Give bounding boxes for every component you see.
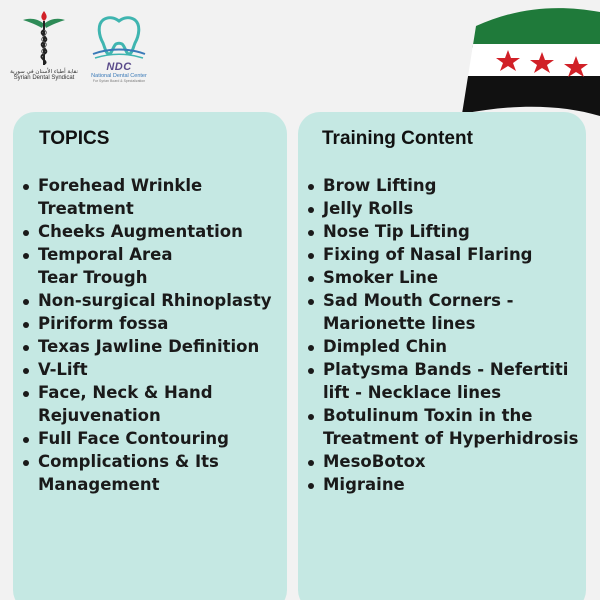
syndicate-arabic-name: نقابة أطباء الأسنان في سورية — [10, 69, 78, 75]
syrian-dental-syndicate-logo — [8, 10, 80, 94]
training-content-list — [307, 174, 587, 496]
list-item: Sad Mouth Corners - Marionette lines — [307, 289, 587, 335]
list-item: Nose Tip Lifting — [307, 220, 587, 243]
caduceus-icon — [21, 10, 67, 68]
topics-list — [22, 174, 284, 496]
list-item: Full Face Contouring — [22, 427, 284, 450]
list-item: MesoBotox — [307, 450, 587, 473]
list-item: Temporal Area Tear Trough — [22, 243, 284, 289]
topics-title: TOPICS — [39, 128, 110, 149]
list-item: Face, Neck & Hand Rejuvenation — [22, 381, 284, 427]
list-item: Migraine — [307, 473, 587, 496]
list-item: Complications & Its Management — [22, 450, 284, 496]
topics-panel — [13, 112, 287, 600]
list-item: V-Lift — [22, 358, 284, 381]
list-item: Platysma Bands - Nefertiti lift - Necklace lines — [307, 358, 587, 404]
list-item: Botulinum Toxin in the Treatment of Hyperhidrosis — [307, 404, 587, 450]
ndc-abbreviation: NDC — [106, 61, 132, 73]
list-item: Dimpled Chin — [307, 335, 587, 358]
list-item: Piriform fossa — [22, 312, 284, 335]
syndicate-english-name: Syrian Dental Syndicat — [13, 75, 75, 81]
tooth-icon — [91, 14, 147, 60]
ndc-subtitle: For Syrian Board & Specialization — [92, 79, 146, 83]
list-item: Cheeks Augmentation — [22, 220, 284, 243]
list-item: Jelly Rolls — [307, 197, 587, 220]
list-item: Texas Jawline Definition — [22, 335, 284, 358]
syrian-independence-flag-icon — [456, 0, 600, 118]
list-item: Fixing of Nasal Flaring — [307, 243, 587, 266]
training-content-panel — [298, 112, 586, 600]
ndc-logo — [84, 14, 154, 98]
list-item: Brow Lifting — [307, 174, 587, 197]
list-item: Smoker Line — [307, 266, 587, 289]
ndc-full-name: National Dental Center — [91, 73, 147, 79]
list-item: Non-surgical Rhinoplasty — [22, 289, 284, 312]
list-item: Forehead Wrinkle Treatment — [22, 174, 284, 220]
training-content-title: Training Content — [322, 128, 473, 149]
